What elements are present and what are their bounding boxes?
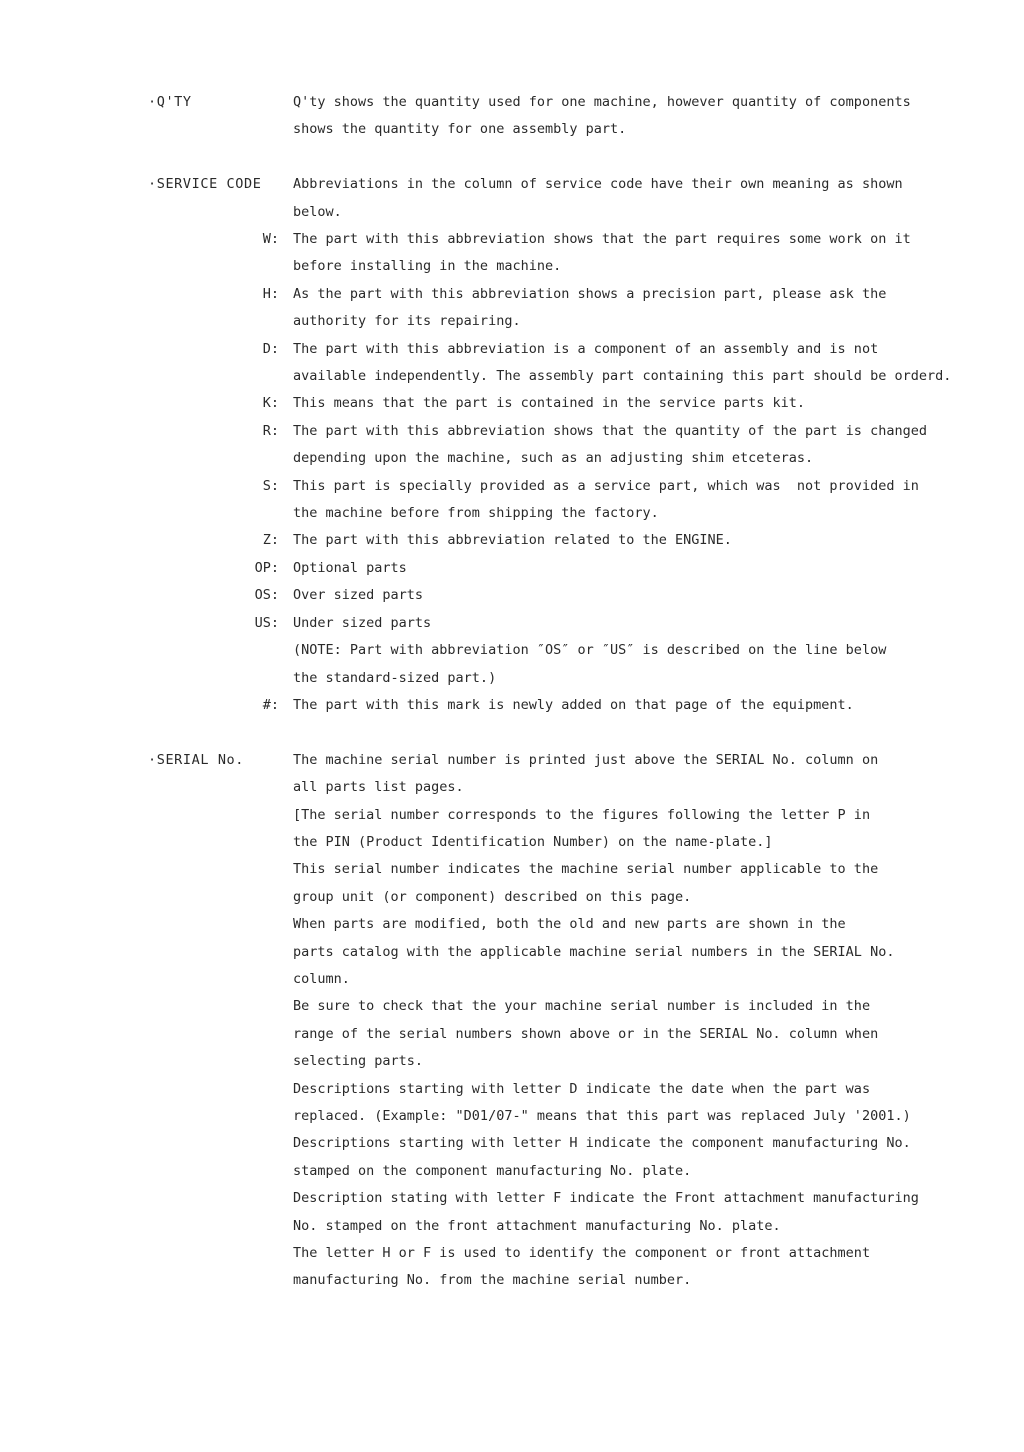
text-line: Optional parts: [293, 559, 407, 576]
text-line: parts catalog with the applicable machine serial numbers in the SERIAL No.: [293, 943, 895, 960]
section-content: [245, 747, 975, 1295]
service-code-letter: S:: [262, 477, 279, 494]
section-serial-no: [0, 747, 1024, 1295]
text-line: selecting parts.: [293, 1053, 424, 1070]
text-line: The part with this abbreviation shows that the part requires some work on it: [293, 231, 911, 248]
text-line: Descriptions starting with letter H indicate the component manufacturing No.: [293, 1135, 911, 1152]
service-code-letter: #:: [262, 696, 279, 713]
text-line: Abbreviations in the column of service code have their own meaning as shown: [293, 176, 903, 193]
text-line: This serial number indicates the machine serial number applicable to the: [293, 861, 879, 878]
service-code-item: [245, 582, 975, 609]
service-code-description: [293, 582, 423, 609]
service-code-description: [293, 418, 927, 473]
section-label: ·SERIAL No.: [148, 751, 245, 768]
service-code-item: [245, 692, 975, 719]
text-line: The machine serial number is printed just above the SERIAL No. column on: [293, 751, 879, 768]
text-line: group unit (or component) described on this page.: [293, 888, 692, 905]
service-code-description: [293, 610, 886, 692]
text-line: Over sized parts: [293, 587, 424, 604]
text-line: below.: [293, 203, 342, 220]
text-line: When parts are modified, both the old and new parts are shown in the: [293, 916, 846, 933]
text-line: Descriptions starting with letter D indicate the date when the part was: [293, 1080, 871, 1097]
text-line: the standard-sized part.): [293, 669, 497, 686]
service-code-item: [245, 473, 975, 528]
service-code-letter: D:: [262, 340, 279, 357]
service-code-letter: Z:: [262, 532, 279, 549]
text-line: Under sized parts: [293, 614, 432, 631]
text-line: The part with this abbreviation is a component of an assembly and is not: [293, 340, 879, 357]
service-code-letter: OP:: [254, 559, 279, 576]
service-code-description: [293, 281, 886, 336]
service-code-description: [293, 336, 951, 391]
text-line: the machine before from shipping the factory.: [293, 505, 659, 522]
text-line: [The serial number corresponds to the figures following the letter P in: [293, 806, 871, 823]
text-line: range of the serial numbers shown above or in the SERIAL No. column when: [293, 1025, 879, 1042]
service-code-item: [245, 336, 975, 391]
service-code-item: [245, 527, 975, 554]
service-code-letter: US:: [254, 614, 279, 631]
text-line: authority for its repairing.: [293, 313, 521, 330]
text-line: column.: [293, 970, 350, 987]
text-line: No. stamped on the front attachment manufacturing No. plate.: [293, 1217, 781, 1234]
text-line: Be sure to check that the your machine serial number is included in the: [293, 998, 871, 1015]
section-q-ty: [0, 89, 1024, 144]
text-line: This means that the part is contained in the service parts kit.: [293, 395, 806, 412]
service-code-description: [293, 527, 732, 554]
section-content: [245, 171, 975, 719]
section-label: ·Q'TY: [148, 94, 192, 110]
text-line: depending upon the machine, such as an adjusting shim etceteras.: [293, 450, 814, 467]
section-service-code: [0, 171, 1024, 719]
service-code-description: [293, 226, 911, 281]
text-line: stamped on the component manufacturing No. plate.: [293, 1162, 692, 1179]
text-line: manufacturing No. from the machine serial number.: [293, 1272, 692, 1289]
text-line: the PIN (Product Identification Number) on the name-plate.]: [293, 833, 773, 850]
service-code-letter: W:: [262, 231, 279, 248]
service-code-item: [245, 226, 975, 281]
service-code-item: [245, 555, 975, 582]
service-code-description: [293, 555, 407, 582]
text-line: all parts list pages.: [293, 779, 464, 796]
service-code-description: [293, 473, 919, 528]
service-code-letter: H:: [262, 285, 279, 302]
service-code-letter: K:: [262, 395, 279, 412]
text-line: Q'ty shows the quantity used for one machine, however quantity of components: [293, 94, 911, 110]
service-code-letter: R:: [262, 422, 279, 439]
text-line: The part with this abbreviation shows that the quantity of the part is changed: [293, 422, 927, 439]
text-line: shows the quantity for one assembly part.: [293, 121, 627, 138]
text-line: The part with this mark is newly added on that page of the equipment.: [293, 696, 854, 713]
section-content: [245, 89, 975, 144]
text-line: Description stating with letter F indicate the Front attachment manufacturing: [293, 1190, 919, 1207]
service-code-item: [245, 418, 975, 473]
text-line: available independently. The assembly part containing this part should be orderd.: [293, 368, 952, 385]
service-code-letter: OS:: [254, 587, 279, 604]
section-label: ·SERVICE CODE: [148, 176, 262, 193]
text-line: before installing in the machine.: [293, 258, 562, 275]
text-line: The letter H or F is used to identify the component or front attachment: [293, 1245, 871, 1262]
text-line: The part with this abbreviation related to the ENGINE.: [293, 532, 732, 549]
text-line: (NOTE: Part with abbreviation ″OS″ or ″US″ is described on the line below: [293, 642, 887, 659]
service-code-item: [245, 390, 975, 417]
service-code-description: [293, 692, 854, 719]
text-line: replaced. (Example: "D01/07-" means that this part was replaced July '2001.): [293, 1108, 911, 1124]
text-line: As the part with this abbreviation shows a precision part, please ask the: [293, 285, 887, 302]
service-code-item: [245, 610, 975, 692]
service-code-item: [245, 281, 975, 336]
text-line: This part is specially provided as a service part, which was not provided in: [293, 477, 919, 494]
service-code-description: [293, 390, 805, 417]
